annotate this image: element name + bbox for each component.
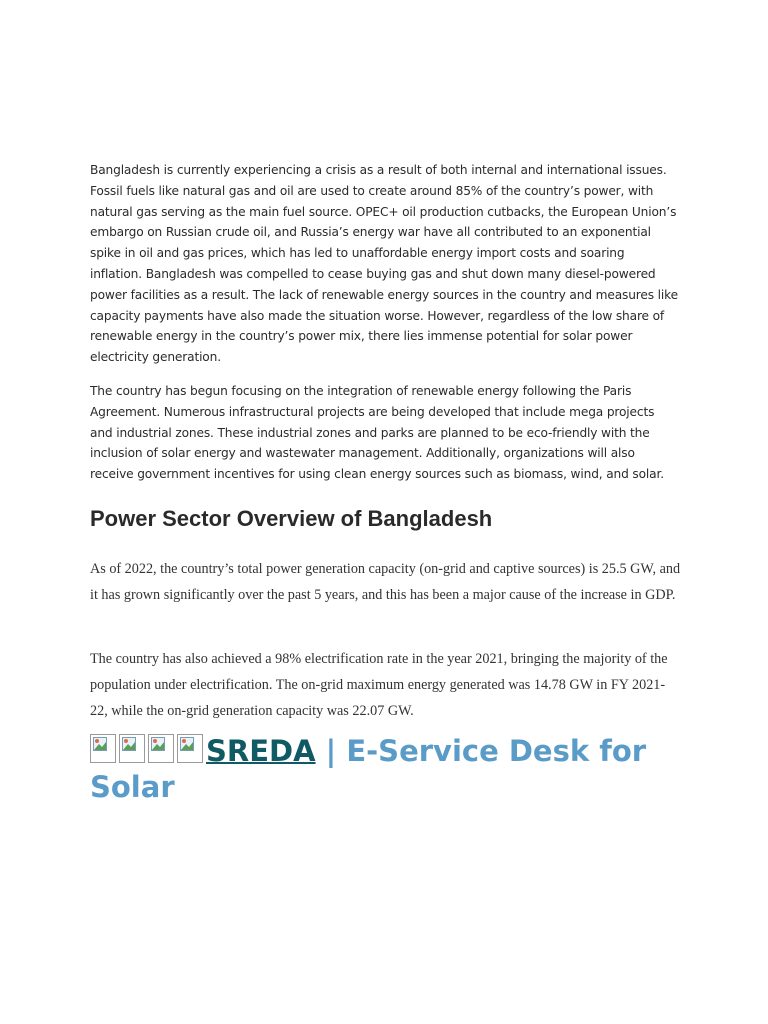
capacity-paragraph: As of 2022, the country’s total power generation capacity (on-grid and captive sources) is 25.5 GW, and it has grown significantly over the past 5 years, and this has been a major cause of the increase in GDP.	[90, 561, 681, 603]
sreda-link-heading	[90, 733, 690, 805]
section-heading: Power Sector Overview of Bangladesh	[90, 506, 493, 531]
broken-image-icon	[177, 734, 203, 763]
electrification-paragraph: The country has also achieved a 98% electrification rate in the year 2021, bringing the majority of the population under electrification. The on-grid maximum energy generated was 14.78 GW in FY 2021-22, while the on-grid generation capacity was 22.07 GW.	[90, 651, 668, 719]
broken-image-icon	[148, 734, 174, 763]
sreda-title-rest[interactable]: | E-Service Desk for Solar	[90, 734, 647, 804]
intro-paragraph: Bangladesh is currently experiencing a crisis as a result of both internal and international issues. Fossil fuels like natural gas and oil are used to create around 85% of the country’s power, with natural gas serving as the main fuel source. OPEC+ oil production cutbacks, the European Union’s embargo on Russian crude oil, and Russia’s energy war have all contributed to an exponential spike in oil and gas prices, which has led to unaffordable energy import costs and soaring inflation. Bangladesh was compelled to cease buying gas and shut down many diesel-powered power facilities as a result. The lack of renewable energy sources in the country and measures like capacity payments have also made the situation worse. However, regardless of the low share of renewable energy in the country’s power mix, there lies immense potential for solar power electricity generation.	[90, 163, 678, 365]
broken-image-icon	[90, 734, 116, 763]
broken-image-icon	[119, 734, 145, 763]
sreda-link[interactable]: SREDA	[206, 734, 316, 768]
renewable-paragraph: The country has begun focusing on the integration of renewable energy following the Paris Agreement. Numerous infrastructural projects are being developed that include mega projects and industrial zones. These industrial zones and parks are planned to be eco-friendly with the inclusion of solar energy and wastewater management. Additionally, organizations will also receive government incentives for using clean energy sources such as biomass, wind, and solar.	[90, 384, 664, 482]
